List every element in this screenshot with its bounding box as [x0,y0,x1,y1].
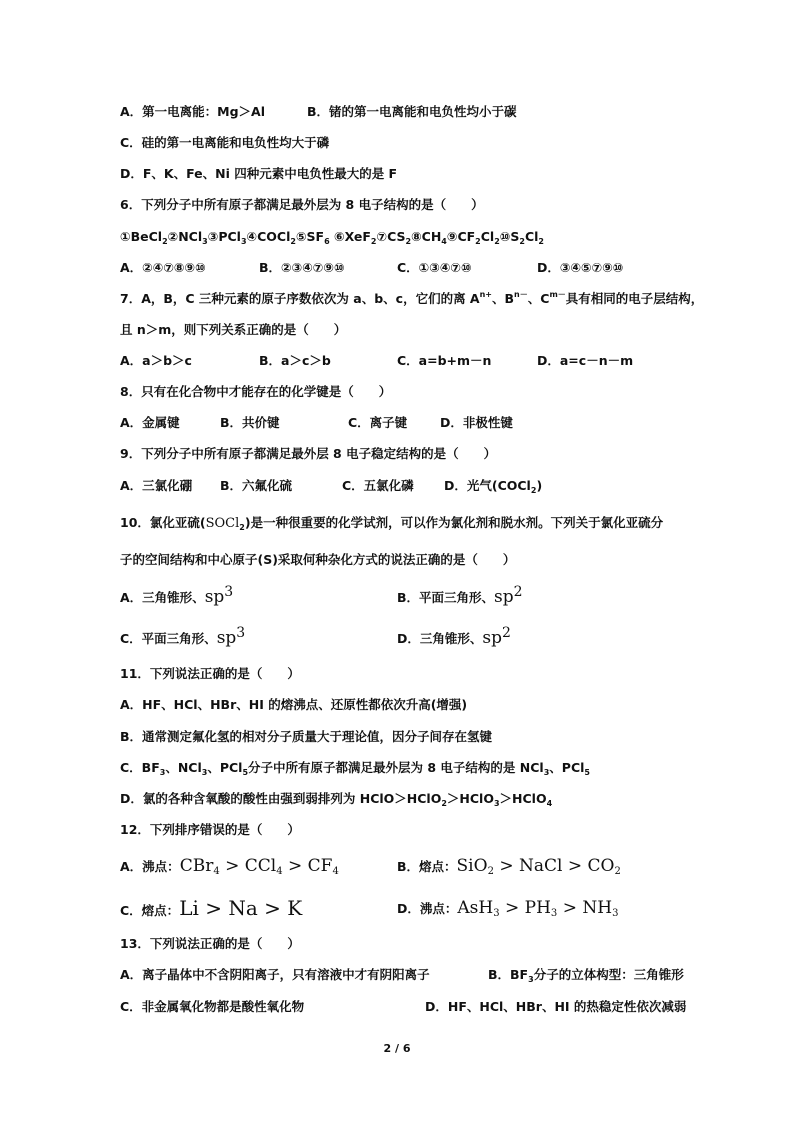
q7-stem-line2: 且 n＞m，则下列关系正确的是（ ） [120,322,347,337]
q8-option-a: A．金属键 [120,415,180,430]
q7-stem-line1: 7．A，B，C 三种元素的原子序数依次为 a、b、c，它们的离 $A^{n+}$、$B^{n-}$、$C^{m-}$具有相同的电子层结构， [120,290,704,306]
q12-option-b: B．熔点：SiO$_2$ > NaCl > $CO_2$ [397,856,621,877]
q10-option-d: D．三角锥形、$sp^2$ [397,625,511,648]
q6-stem: 6．下列分子中所有原子都满足最外层为 8 电子结构的是（ ） [120,197,484,212]
q6-option-c: C．①③④⑦⑩ [397,260,472,275]
q12-option-c: C．熔点：Li > Na > K [120,896,303,920]
q9-option-a: A．三氯化硼 [120,478,193,493]
q7-option-b: B．a＞c＞b [259,353,331,368]
q5-option-a: A．第一电离能：Mg＞Al [120,104,266,119]
q10-option-b: B．平面三角形、$sp^2$ [397,584,523,607]
q10-option-a: A．三角锥形、$sp^3$ [120,584,234,607]
q6-molecule-list: $①BeCl_2②NCl_3③PCl_3④COCl_2⑤SF_6$ $⑥XeF_2⑦CS_2⑧CH_4⑨CF_2Cl_2⑩S_2Cl_2$ [120,229,544,246]
q13-option-c: C．非金属氧化物都是酸性氧化物 [120,999,305,1014]
q13-option-d: D．HF、HCl、HBr、HI 的热稳定性依次减弱 [425,999,687,1014]
q5-option-b: B．锗的第一电离能和电负性均小于碳 [307,104,517,119]
q12-stem: 12．下列排序错误的是（ ） [120,822,300,837]
q7-option-c: C．a=b+m－n [397,353,492,368]
q11-option-c: C．$BF_3$、NCl$_3$、PCl$_5$分子中所有原子都满足最外层为 8 电子结构的是 NCl$_3$、PCl$_5$ [120,760,590,777]
q9-option-b: B．六氟化硫 [220,478,293,493]
q10-stem-line1: 10．氯化亚硫(SOCl$_2$)是一种很重要的化学试剂，可以作为氯化剂和脱水剂。下列关于氯化亚硫分 [120,515,664,532]
q7-option-d: D．a=c－n－m [537,353,634,368]
q10-option-c: C．平面三角形、$sp^3$ [120,625,246,648]
q8-option-d: D．非极性键 [440,415,513,430]
q11-stem: 11．下列说法正确的是（ ） [120,666,300,681]
q8-option-b: B．共价键 [220,415,280,430]
q10-stem-line2: 子的空间结构和中心原子(S)采取何种杂化方式的说法正确的是（ ） [120,552,516,567]
q5-option-c: C．硅的第一电离能和电负性均大于磷 [120,135,330,150]
q8-stem: 8．只有在化合物中才能存在的化学键是（ ） [120,384,392,399]
q9-option-c: C．五氯化磷 [342,478,414,493]
q11-option-b: B．通常测定氟化氢的相对分子质量大于理论值，因分子间存在氢键 [120,729,493,744]
q8-option-c: C．离子键 [348,415,408,430]
q6-option-b: B．②③④⑦⑨⑩ [259,260,345,275]
q13-option-b: B．$BF_3$分子的立体构型：三角锥形 [488,967,684,984]
q12-option-d: D．沸点：$AsH_3 > PH_3 > NH_3$ [397,898,619,919]
q6-option-d: D．③④⑤⑦⑨⑩ [537,260,624,275]
q13-stem: 13．下列说法正确的是（ ） [120,936,300,951]
q13-option-a: A．离子晶体中不含阴阳离子，只有溶液中才有阴阳离子 [120,967,430,982]
q7-option-a: A．a＞b＞c [120,353,192,368]
q11-option-d: D．氯的各种含氧酸的酸性由强到弱排列为 HClO＞HClO$_2$＞HClO$_3$＞HClO$_4$ [120,791,553,808]
q11-option-a: A．HF、HCl、HBr、HI 的熔沸点、还原性都依次升高(增强) [120,697,468,712]
q6-option-a: A．②④⑦⑧⑨⑩ [120,260,206,275]
q9-stem: 9．下列分子中所有原子都满足最外层 8 电子稳定结构的是（ ） [120,446,497,461]
q12-option-a: A．沸点：$CBr_4 > CCl_4 > CF_4$ [120,856,339,877]
q5-option-d: D．F、K、Fe、Ni 四种元素中电负性最大的是 F [120,166,398,181]
q9-option-d: D．光气(COCl$_2$) [444,478,543,495]
page-number: 2 / 6 [383,1042,411,1055]
